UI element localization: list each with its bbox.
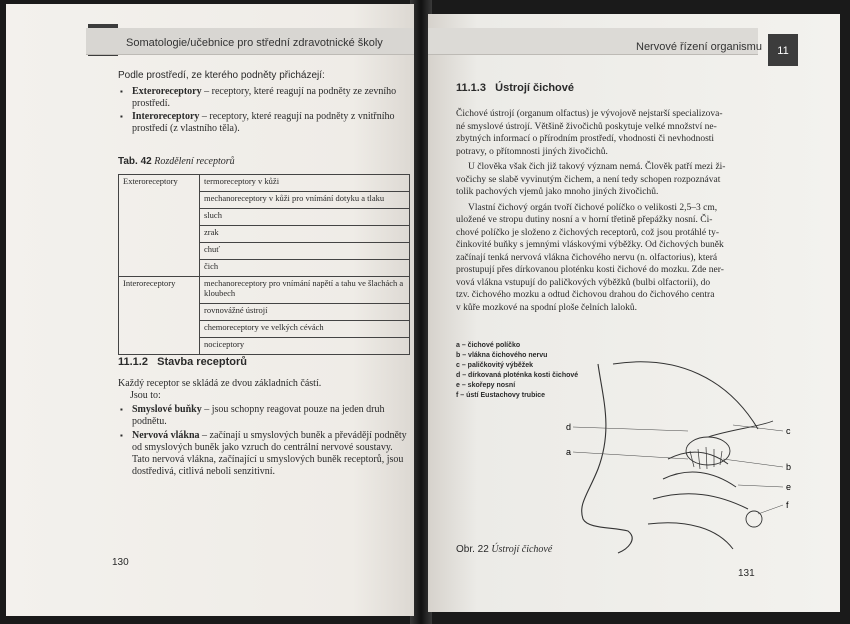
table-group-cell: Exteroreceptory (119, 175, 200, 277)
body-line: zbytných informací o přírodním prostředí, vhodnosti či nevhodnosti (456, 134, 715, 144)
diagram-label-e: e (786, 482, 792, 492)
legend-item: b – vlákna čichového nervu (456, 352, 548, 359)
diagram-label-a: a (566, 447, 572, 457)
table-cell: termoreceptory v kůži (200, 175, 410, 192)
bullet-nervova-vlakna: ▪ Nervová vlákna – začínají u smyslových buněk a převádějí podněty (132, 430, 407, 443)
pointer-line (573, 452, 688, 459)
header-title: Somatologie/učebnice pro střední zdravotnické školy (126, 37, 383, 49)
body-line: potravy, o přítomnosti jiných živočichů. (456, 146, 608, 157)
body-line: vočichy se slabě vyvinutým čichem, a není tedy schopen rozpoznávat (456, 174, 721, 185)
intro-text: Podle prostředí, ze kterého podněty přicházejí: (118, 70, 325, 81)
section-heading: 11.1.2 Stavba receptorů (118, 356, 248, 368)
face-profile-outline (582, 364, 632, 553)
legend-item: c – paličkovitý výběžek (456, 362, 534, 369)
body-line: tzv. čichového mozku a odtud čichovou drahou do čichového centra (456, 290, 715, 300)
bullet-interoreceptory: ▪ Interoreceptory – receptory, které reagují na podněty z vnitřního (132, 111, 395, 124)
header-title: Nervové řízení organismu (636, 41, 762, 53)
body-line: činkovité buňky s jemnými vláskovými výběžky. Od čichových buněk (456, 240, 724, 250)
table-cell: zrak (200, 226, 410, 243)
pointer-line (758, 505, 783, 514)
table-cell: nociceptory (200, 338, 410, 355)
table-cell: chemoreceptory ve velkých cévách (200, 321, 410, 338)
bullet-text: dostředivá, citlivá neboli senzitivní. (132, 466, 276, 477)
bullet-text: prostředí. (132, 98, 171, 109)
right-page (428, 14, 840, 612)
page-number: 131 (738, 568, 755, 579)
body-line: U člověka však čich již takový význam nemá. Člověk patří mezi ži- (468, 162, 726, 172)
bullet-text: od smyslových buněk jako vzruch do centrální nervové soustavy. (132, 442, 393, 453)
diagram-label-b: b (786, 462, 792, 472)
body-line: tolik pachových vjemů jako mnoho jiných živočichů. (456, 187, 659, 197)
diagram-label-c: c (786, 426, 791, 436)
palate (648, 523, 733, 549)
nasal-cavity-diagram (558, 359, 798, 554)
turbinate (653, 494, 748, 509)
bullet-exteroreceptory: ▪ Exteroreceptory – receptory, které reagují na podněty ze zevního (132, 86, 396, 99)
pointer-line (738, 485, 783, 487)
turbinate (668, 452, 728, 464)
table-cell: mechanoreceptory pro vnímání napětí a tahu ve šlachách a kloubech (200, 277, 410, 304)
body-line: prostupují přes dírkovanou ploténku kosti čichové do mozku. Zde ner- (456, 265, 724, 275)
body-line: Čichové ústrojí (organum olfactus) je vývojově nejstarší specializova- (456, 109, 723, 119)
legend-item: f – ústí Eustachovy trubice (456, 392, 546, 399)
table-cell: rovnovážné ústrojí (200, 304, 410, 321)
skull-outline (613, 362, 758, 429)
bullet-text: Tato nervová vlákna, začínající u smyslových buněk receptorů, jsou (132, 454, 404, 465)
bullet-text: prostředí (z vlastního těla). (132, 123, 240, 134)
diagram-label-d: d (566, 422, 572, 432)
body-line: vová vlákna vstupují do paličkových výběžků (bulbi olfactorii), do (456, 277, 711, 288)
diagram-label-f: f (786, 500, 789, 510)
olfactory-tract (708, 421, 773, 437)
left-page (6, 4, 414, 616)
page-number: 130 (112, 557, 129, 568)
legend-item: d – dírkovaná ploténka kosti čichové (456, 372, 579, 379)
legend-item: e – skořepy nosní (456, 382, 516, 389)
olfactory-nerve-fibers (690, 447, 722, 469)
table-caption: Tab. 42 Rozdělení receptorů (118, 156, 235, 167)
pointer-line (733, 425, 783, 431)
turbinate (663, 472, 736, 487)
body-line: Vlastní čichový orgán tvoří čichové políčko o velikosti 2,5–3 cm, (468, 202, 718, 213)
legend-item: a – čichové políčko (456, 342, 521, 349)
section-heading: 11.1.3 Ústrojí čichové (456, 82, 575, 94)
chapter-tab: 11 (768, 34, 798, 66)
table-cell: čich (200, 260, 410, 277)
body-text: Každý receptor se skládá ze dvou základních částí. (118, 378, 322, 389)
table-cell: sluch (200, 209, 410, 226)
receptor-table (118, 174, 410, 355)
pointer-line (723, 459, 783, 467)
body-line: uložené ve stropu dutiny nosní a v horní třetině přepážky nosní. Či- (456, 215, 713, 225)
bullet-text: podnětu. (132, 416, 167, 427)
figure-caption: Obr. 22 Ústrojí čichové (456, 544, 553, 555)
table-cell: mechanoreceptory v kůži pro vnímání dotyku a tlaku (200, 192, 410, 209)
table-group-cell: Interoreceptory (119, 277, 200, 355)
body-text: Jsou to: (130, 390, 161, 401)
bullet-smyslove-bunky: ▪ Smyslové buňky – jsou schopny reagovat pouze na jeden druh (132, 404, 384, 417)
body-line: chové políčko je složeno z čichových receptorů, což jsou protáhlé ty- (456, 227, 719, 238)
table-cell: chuť (200, 243, 410, 260)
body-line: začínají tenká nervová vlákna čichového nervu (n. olfactorius), která (456, 252, 718, 263)
pointer-line (573, 427, 688, 431)
body-line: v kůře mozkové na spodní ploše čelních laloků. (456, 302, 637, 313)
body-line: né smyslové ústrojí. Většině živočichů poskytuje velké množství ne- (456, 121, 717, 132)
